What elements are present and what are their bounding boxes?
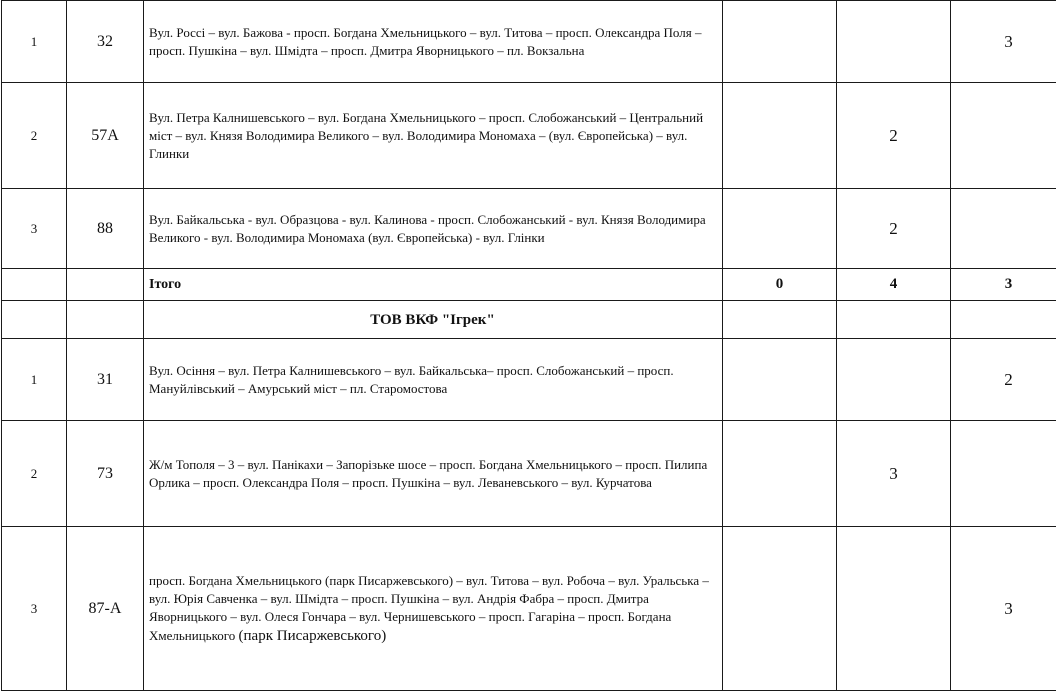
route-path: Вул. Россі – вул. Бажова - просп. Богдана Хмельницького – вул. Титова – просп. Олександра Поля – просп. Пушкіна – вул. Шмідта – просп. Дмитра Яворницького – пл. Вокзальна <box>144 1 723 83</box>
row-number: 2 <box>2 421 67 527</box>
row-number: 3 <box>2 189 67 269</box>
company-header-row <box>2 301 1056 339</box>
count-col-a <box>723 83 837 189</box>
routes-table <box>1 0 1056 691</box>
route-number: 57А <box>67 83 144 189</box>
total-col-a: 0 <box>723 269 837 301</box>
route-number: 32 <box>67 1 144 83</box>
count-col-b: 2 <box>837 189 951 269</box>
row-number: 2 <box>2 83 67 189</box>
count-col-a <box>723 527 837 691</box>
count-col-a <box>723 421 837 527</box>
count-col-a <box>723 189 837 269</box>
total-col-b: 4 <box>837 269 951 301</box>
table-row <box>2 83 1056 189</box>
row-number: 1 <box>2 339 67 421</box>
count-col-c <box>951 421 1056 527</box>
row-number: 1 <box>2 1 67 83</box>
count-col-a <box>723 339 837 421</box>
route-number: 88 <box>67 189 144 269</box>
total-col-c: 3 <box>951 269 1056 301</box>
count-col-b <box>837 339 951 421</box>
count-col-c: 2 <box>951 339 1056 421</box>
count-col-a <box>723 1 837 83</box>
table-row <box>2 421 1056 527</box>
count-col-c <box>951 189 1056 269</box>
route-number: 73 <box>67 421 144 527</box>
total-row <box>2 269 1056 301</box>
row-number: 3 <box>2 527 67 691</box>
route-path-text: просп. Богдана Хмельницького (парк Писаржевського) – вул. Титова – вул. Робоча – вул. Уральська – вул. Юрія Савченка – вул. Шмідта – просп. Пушкіна – вул. Андрія Фабра – просп. Дмитра Яворницького – вул. Олеся Гончара – вул. Чернишевського – просп. Гагаріна – просп. Богдана Хмельницького <box>149 572 709 643</box>
count-col-b <box>837 1 951 83</box>
table-row <box>2 527 1056 691</box>
route-path <box>144 527 723 691</box>
table-row <box>2 339 1056 421</box>
count-col-b: 3 <box>837 421 951 527</box>
count-col-c: 3 <box>951 527 1056 691</box>
total-label: Ітого <box>144 269 723 301</box>
route-path: Вул. Осіння – вул. Петра Калнишевського – вул. Байкальська– просп. Слобожанський – просп. Мануйлівський – Амурський міст – пл. Старомостова <box>144 339 723 421</box>
count-col-c: 3 <box>951 1 1056 83</box>
count-col-b: 2 <box>837 83 951 189</box>
table-row <box>2 1 1056 83</box>
table-row <box>2 189 1056 269</box>
route-number: 87-А <box>67 527 144 691</box>
count-col-b <box>837 527 951 691</box>
company-name: ТОВ ВКФ "Ігрек" <box>144 301 723 339</box>
route-number: 31 <box>67 339 144 421</box>
count-col-c <box>951 83 1056 189</box>
route-path: Вул. Петра Калнишевського – вул. Богдана Хмельницького – просп. Слобожанський – Центральний міст – вул. Князя Володимира Великого – вул. Володимира Мономаха – (вул. Європейська) – вул. Глинки <box>144 83 723 189</box>
route-path: Ж/м Тополя – 3 – вул. Панікахи – Запорізьке шосе – просп. Богдана Хмельницького – просп. Пилипа Орлика – просп. Олександра Поля – просп. Пушкіна – вул. Леваневського – вул. Курчатова <box>144 421 723 527</box>
route-path-tail: (парк Писаржевського) <box>238 627 387 644</box>
route-path: Вул. Байкальська - вул. Образцова - вул. Калинова - просп. Слобожанський - вул. Князя Володимира Великого - вул. Володимира Мономаха (вул. Європейська) - вул. Глінки <box>144 189 723 269</box>
